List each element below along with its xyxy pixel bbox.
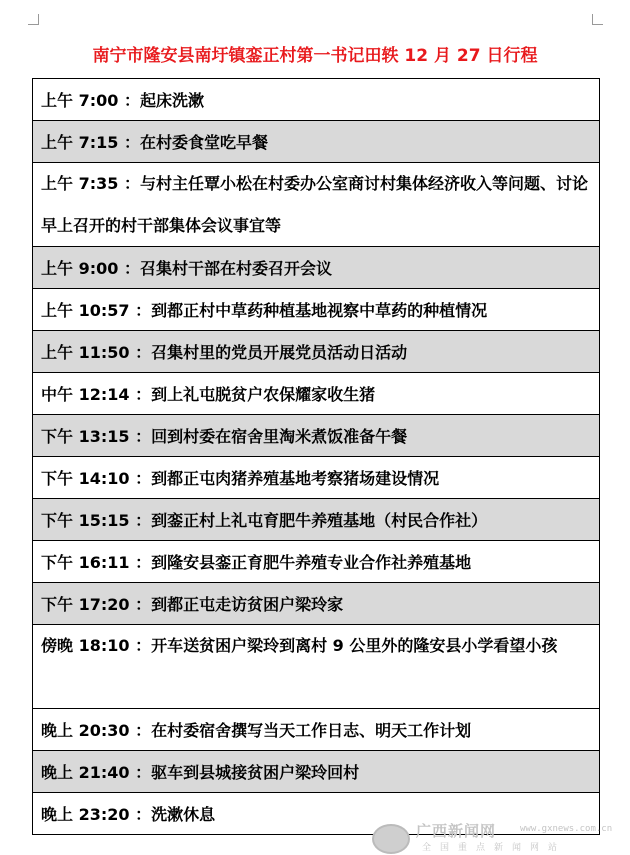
schedule-time: 中午 12:14 [41, 385, 130, 404]
schedule-activity: ：与村主任覃小松在村委办公室商讨村集体经济收入等问题、讨论早上召开的村干部集体会议事宜等 [41, 174, 588, 235]
schedule-row [33, 499, 599, 541]
schedule-entry [41, 760, 359, 783]
schedule-entry [41, 424, 407, 447]
page-corner-mark-left [28, 14, 39, 25]
schedule-time: 晚上 20:30 [41, 721, 130, 740]
schedule-time: 上午 10:57 [41, 301, 130, 320]
schedule-entry [41, 718, 471, 741]
page-corner-mark-right [592, 14, 603, 25]
schedule-time: 上午 7:00 [41, 91, 119, 110]
schedule-activity: ：到都正屯肉猪养殖基地考察猪场建设情况 [135, 469, 440, 488]
schedule-activity: ：回到村委在宿舍里淘米煮饭准备午餐 [135, 427, 408, 446]
schedule-activity: ：召集村干部在村委召开会议 [123, 259, 332, 278]
schedule-activity: ：到都正屯走访贫困户梁玲家 [135, 595, 344, 614]
schedule-activity: ：洗漱休息 [135, 805, 216, 824]
schedule-activity: ：到都正村中草药种植基地视察中草药的种植情况 [135, 301, 488, 320]
watermark-name: 广西新闻网 [416, 822, 497, 840]
schedule-entry [41, 466, 439, 489]
schedule-row [33, 709, 599, 751]
watermark-slogan: 全国重点新闻网站 [422, 843, 567, 853]
schedule-entry [41, 802, 215, 825]
schedule-entry [41, 508, 487, 531]
schedule-row [33, 541, 599, 583]
schedule-activity: ：驱车到县城接贫困户梁玲回村 [135, 763, 360, 782]
schedule-entry [41, 88, 204, 111]
schedule-entry [41, 256, 332, 279]
schedule-time: 上午 9:00 [41, 259, 119, 278]
document-title: 南宁市隆安县南圩镇銮正村第一书记田轶 12 月 27 日行程 [92, 46, 538, 66]
schedule-entry [41, 625, 557, 667]
schedule-row [33, 121, 599, 163]
schedule-entry [41, 130, 268, 153]
schedule-row [33, 415, 599, 457]
schedule-row [33, 625, 599, 709]
schedule-row [33, 289, 599, 331]
watermark-logo [372, 818, 630, 855]
schedule-row [33, 457, 599, 499]
schedule-table [32, 78, 600, 835]
schedule-time: 下午 16:11 [41, 553, 130, 572]
schedule-time: 下午 15:15 [41, 511, 130, 530]
schedule-activity: ：开车送贫困户梁玲到离村 9 公里外的隆安县小学看望小孩 [135, 636, 558, 655]
schedule-activity: ：在村委食堂吃早餐 [123, 133, 268, 152]
schedule-time: 下午 17:20 [41, 595, 130, 614]
schedule-entry [41, 163, 591, 247]
schedule-activity: ：起床洗漱 [123, 91, 204, 110]
schedule-time: 晚上 21:40 [41, 763, 130, 782]
schedule-row [33, 583, 599, 625]
schedule-entry [41, 592, 343, 615]
schedule-activity: ：到銮正村上礼屯育肥牛养殖基地（村民合作社） [135, 511, 488, 530]
schedule-row [33, 373, 599, 415]
schedule-row [33, 79, 599, 121]
schedule-time: 晚上 23:20 [41, 805, 130, 824]
schedule-entry [41, 550, 471, 573]
schedule-activity: ：在村委宿舍撰写当天工作日志、明天工作计划 [135, 721, 472, 740]
schedule-time: 上午 7:15 [41, 133, 119, 152]
schedule-activity: ：召集村里的党员开展党员活动日活动 [135, 343, 408, 362]
schedule-entry [41, 340, 407, 363]
schedule-activity: ：到隆安县銮正育肥牛养殖专业合作社养殖基地 [135, 553, 472, 572]
schedule-time: 傍晚 18:10 [41, 636, 130, 655]
schedule-time: 下午 13:15 [41, 427, 130, 446]
schedule-entry [41, 382, 375, 405]
schedule-row [33, 331, 599, 373]
schedule-entry [41, 298, 487, 321]
logo-emblem-icon [372, 824, 410, 854]
schedule-time: 下午 14:10 [41, 469, 130, 488]
schedule-row [33, 163, 599, 247]
schedule-time: 上午 11:50 [41, 343, 130, 362]
schedule-activity: ：到上礼屯脱贫户农保耀家收生猪 [135, 385, 376, 404]
schedule-time: 上午 7:35 [41, 174, 119, 193]
schedule-row [33, 751, 599, 793]
schedule-row [33, 247, 599, 289]
watermark-url: www.gxnews.com.cn [520, 824, 613, 834]
